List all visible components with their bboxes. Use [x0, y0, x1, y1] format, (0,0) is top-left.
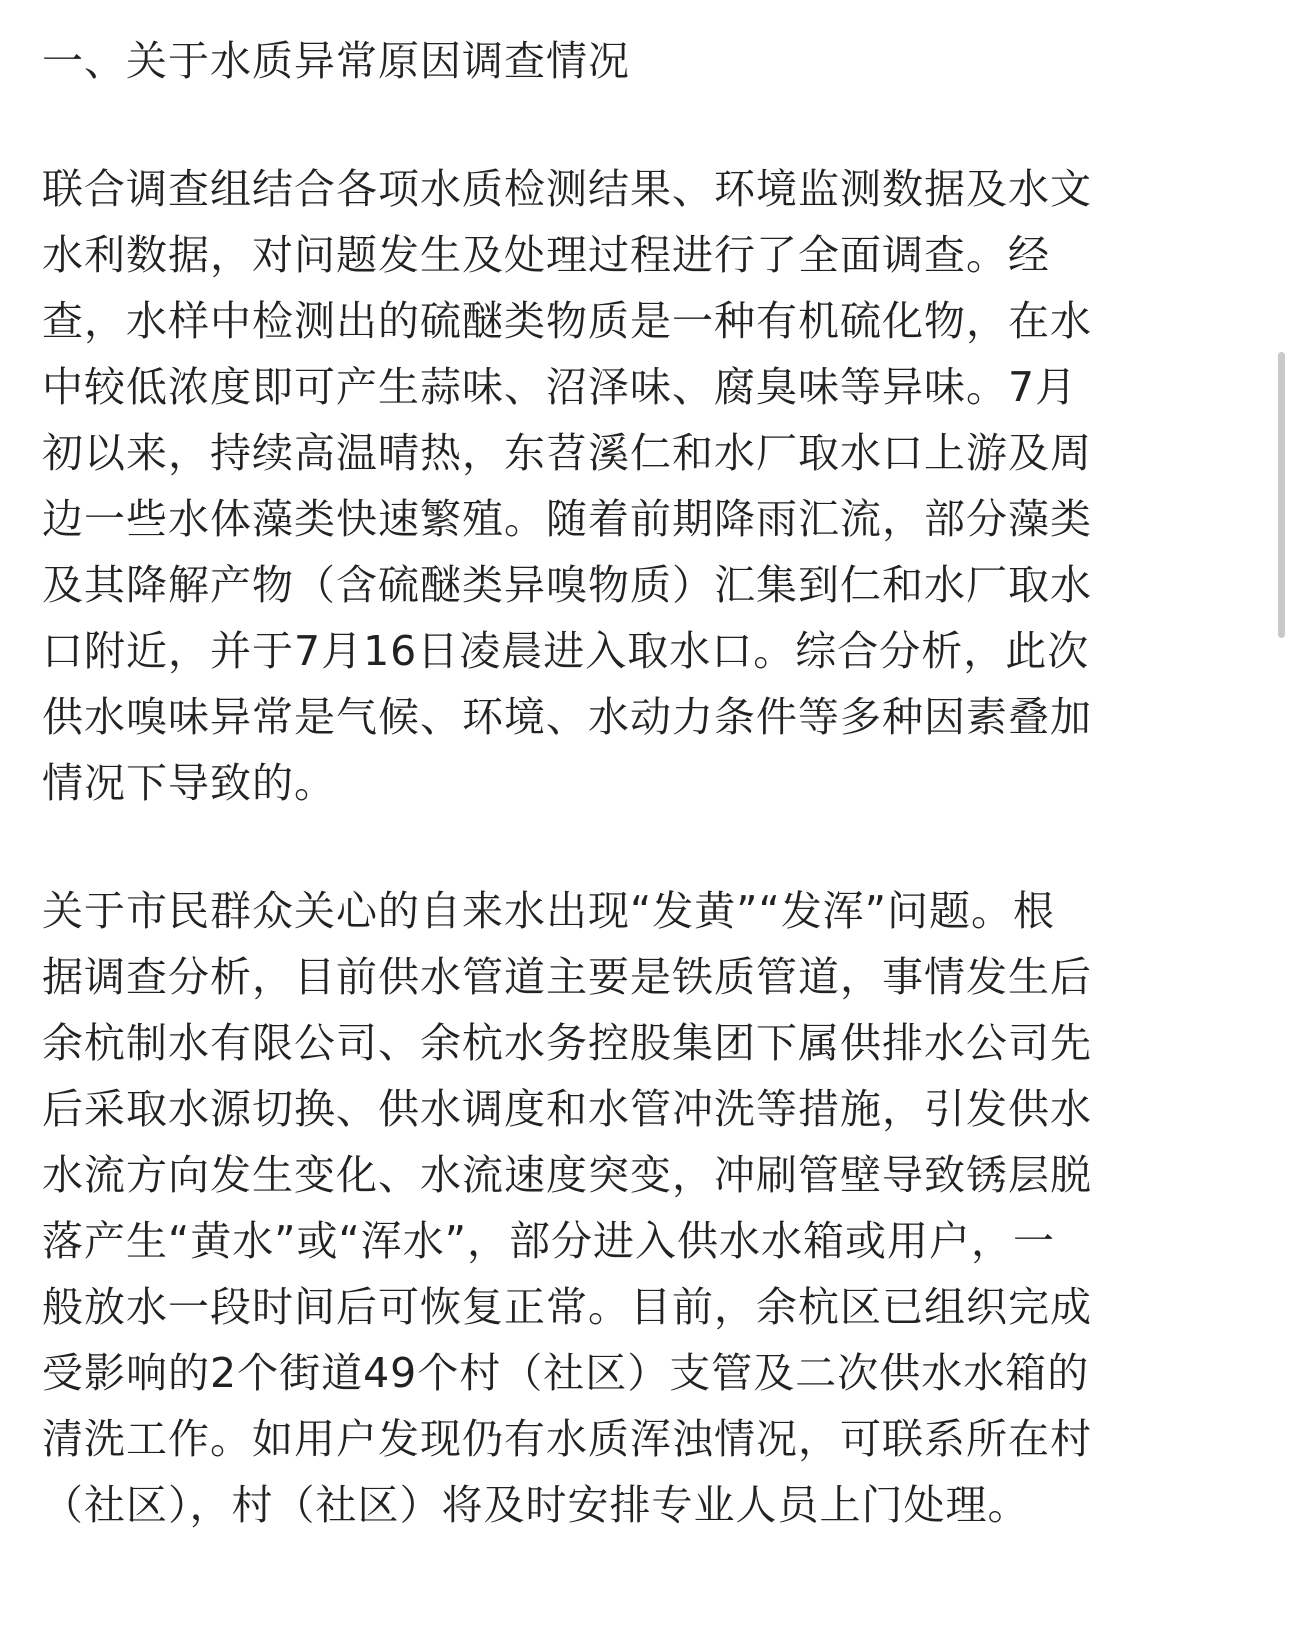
text-line: （社区），村（社区）将及时安排专业人员上门处理。 [42, 1481, 1030, 1529]
text-line: 初以来，持续高温晴热，东苕溪仁和水厂取水口上游及周 [42, 429, 1092, 477]
text-line: 边一些水体藻类快速繁殖。随着前期降雨汇流，部分藻类 [42, 495, 1092, 543]
text-line: 水利数据，对问题发生及处理过程进行了全面调查。经 [42, 231, 1050, 279]
text-line: 关于市民群众关心的自来水出现“发黄”“发浑”问题。根 [42, 887, 1055, 935]
text-line: 清洗工作。如用户发现仍有水质浑浊情况，可联系所在村 [42, 1415, 1092, 1463]
text-line: 情况下导致的。 [42, 759, 336, 807]
text-line: 查，水样中检测出的硫醚类物质是一种有机硫化物，在水 [42, 297, 1092, 345]
text-line: 受影响的2个街道49个村（社区）支管及二次供水水箱的 [42, 1349, 1090, 1397]
article [42, 28, 1230, 1600]
text-line: 后采取水源切换、供水调度和水管冲洗等措施，引发供水 [42, 1085, 1092, 1133]
text-line: 中较低浓度即可产生蒜味、沼泽味、腐臭味等异味。7月 [42, 363, 1078, 411]
text-line: 口附近，并于7月16日凌晨进入取水口。综合分析，此次 [42, 627, 1090, 675]
text-line: 落产生“黄水”或“浑水”，部分进入供水水箱或用户，一 [42, 1217, 1055, 1265]
scrollbar-track[interactable] [1270, 0, 1290, 1648]
text-line: 水流方向发生变化、水流速度突变，冲刷管壁导致锈层脱 [42, 1151, 1092, 1199]
text-line: 供水嗅味异常是气候、环境、水动力条件等多种因素叠加 [42, 693, 1092, 741]
scrollbar-thumb[interactable] [1278, 352, 1285, 638]
text-line: 联合调查组结合各项水质检测结果、环境监测数据及水文 [42, 165, 1092, 213]
paragraph-cause [42, 156, 1230, 816]
text-line: 般放水一段时间后可恢复正常。目前，余杭区已组织完成 [42, 1283, 1092, 1331]
paragraph-yellow-water [42, 878, 1230, 1538]
text-line: 余杭制水有限公司、余杭水务控股集团下属供排水公司先 [42, 1019, 1092, 1067]
section-heading: 一、关于水质异常原因调查情况 [42, 37, 630, 85]
text-line: 据调查分析，目前供水管道主要是铁质管道，事情发生后 [42, 953, 1092, 1001]
text-line: 及其降解产物（含硫醚类异嗅物质）汇集到仁和水厂取水 [42, 561, 1092, 609]
